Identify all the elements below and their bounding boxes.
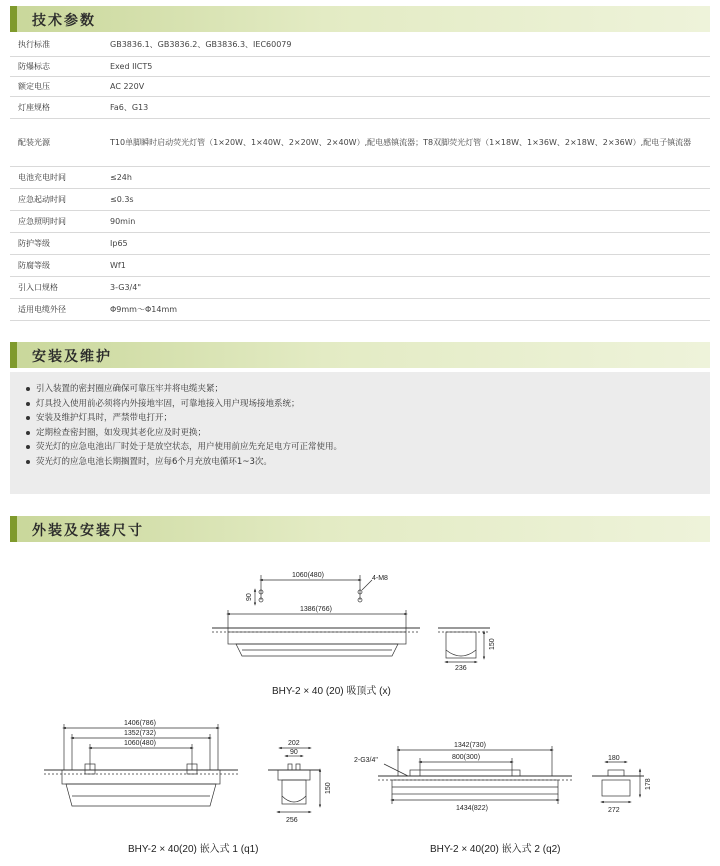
spec-value: 90min (102, 210, 710, 232)
spec-value: 3-G3/4" (102, 276, 710, 298)
spec-value: GB3836.1、GB3836.2、GB3836.3、IEC60079 (102, 34, 710, 56)
dim-q2-inner: 800(300) (452, 754, 481, 761)
spec-value: AC 220V (102, 76, 710, 96)
install-note-item: 荧光灯的应急电池长期搁置时，应每6个月充放电循环1~3次。 (36, 455, 710, 470)
dim-q1-side-width: 256 (286, 817, 298, 824)
spec-label: 适用电缆外径 (10, 298, 102, 320)
dim-q1-inner: 1060(480) (124, 740, 156, 747)
dim-q2-length: 1434(822) (456, 805, 488, 812)
spec-label: 电池充电时间 (10, 166, 102, 188)
install-note-item: 引入装置的密封圈应确保可靠压牢并将电缆夹紧； (36, 382, 710, 397)
install-section-title: 安装及维护 (32, 349, 112, 365)
dim-top-length: 1386(766) (300, 606, 332, 613)
dim-q1-side-inner: 90 (290, 749, 298, 756)
drawing-q1-side (268, 748, 320, 812)
install-note-item: 安装及维护灯具时，严禁带电打开； (36, 411, 710, 426)
spec-label: 额定电压 (10, 76, 102, 96)
spec-label: 引入口规格 (10, 276, 102, 298)
dim-q2-top: 1342(730) (454, 742, 486, 749)
dim-q2-entry-label: 2-G3/4" (354, 757, 378, 764)
caption-q2: BHY-2 × 40(20) 嵌入式 2 (q2) (430, 844, 561, 855)
spec-value: ≤24h (102, 166, 710, 188)
spec-value: Wf1 (102, 254, 710, 276)
dim-top-bolt-label: 4-M8 (372, 575, 388, 582)
dim-top-side-width: 236 (455, 665, 467, 672)
dim-q2-side-height: 178 (645, 778, 652, 790)
dim-q1-outer: 1406(786) (124, 720, 156, 727)
dims-section-title: 外装及安装尺寸 (32, 523, 144, 539)
dim-q1-middle: 1352(732) (124, 730, 156, 737)
specs-section-title: 技术参数 (32, 13, 96, 29)
spec-value: ≤0.3s (102, 188, 710, 210)
install-note-item: 定期检查密封圈，如发现其老化应及时更换； (36, 426, 710, 441)
dim-q1-side-height: 150 (325, 782, 332, 794)
spec-label: 应急照明时间 (10, 210, 102, 232)
spec-value: Ip65 (102, 232, 710, 254)
drawing-ceiling-front (212, 575, 420, 656)
dim-top-side-height: 150 (489, 638, 496, 650)
spec-value: Φ9mm～Φ14mm (102, 298, 710, 320)
spec-value: Fa6、G13 (102, 96, 710, 118)
dim-top-hole-spacing: 1060(480) (292, 572, 324, 579)
dim-top-bolt-offset: 90 (246, 593, 253, 601)
spec-value: Exed IICT5 (102, 56, 710, 76)
spec-value: T10单脚瞬时启动荧光灯管（1×20W、1×40W、2×20W、2×40W）,配电感镇流器；T8双脚荧光灯管（1×18W、1×36W、2×18W、2×36W）,配电子镇流器 (102, 118, 710, 166)
drawing-ceiling-side (438, 628, 490, 662)
spec-label: 防护等级 (10, 232, 102, 254)
dim-q2-side-top: 180 (608, 755, 620, 762)
spec-label: 配装光源 (10, 118, 102, 166)
dim-q2-side-width: 272 (608, 807, 620, 814)
caption-q1: BHY-2 × 40(20) 嵌入式 1 (q1) (128, 844, 259, 855)
spec-label: 防腐等级 (10, 254, 102, 276)
caption-ceiling: BHY-2 × 40 (20) 吸顶式 (x) (272, 686, 391, 697)
drawing-q2-side (592, 762, 644, 802)
spec-label: 灯座规格 (10, 96, 102, 118)
dim-q1-side-top: 202 (288, 740, 300, 747)
install-note-item: 灯具投入使用前必须将内外接地牢固，可靠地接入用户现场接地系统； (36, 397, 710, 412)
spec-label: 防爆标志 (10, 56, 102, 76)
install-note-item: 荧光灯的应急电池出厂时处于是放空状态，用户使用前应先充足电方可正常使用。 (36, 440, 710, 455)
spec-label: 应急起动时间 (10, 188, 102, 210)
spec-label: 执行标准 (10, 34, 102, 56)
